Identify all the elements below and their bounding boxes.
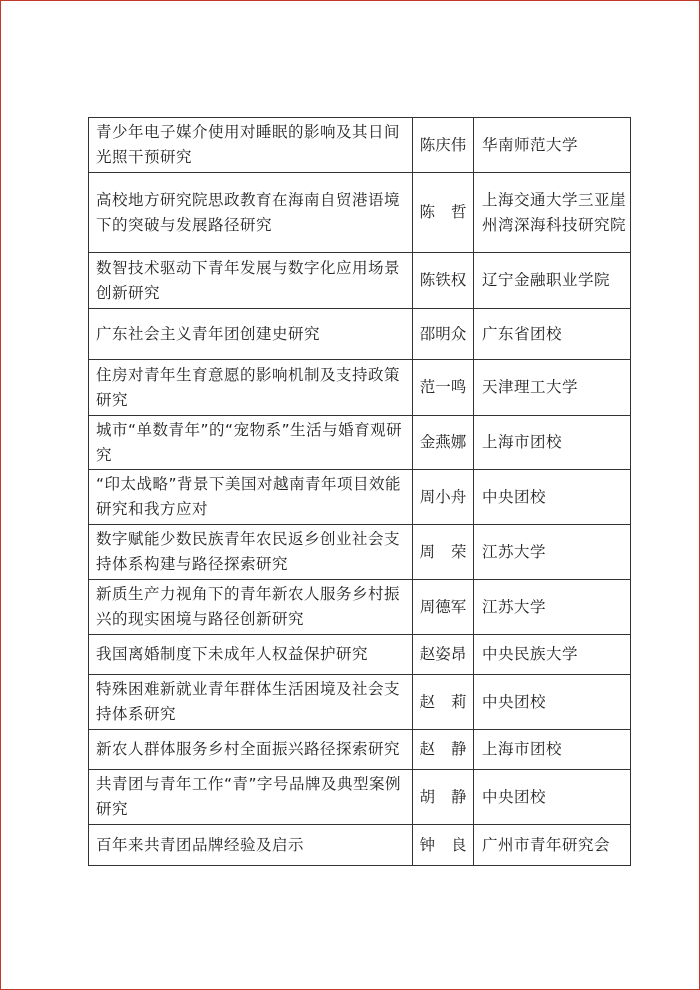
person-cell <box>413 580 474 635</box>
person-name: 周荣 <box>419 542 483 561</box>
person-cell <box>413 730 483 770</box>
person-name: 周德军 <box>419 597 467 616</box>
org-cell: 广州市青年研究会 <box>474 825 631 866</box>
table-row <box>89 635 631 675</box>
topic-cell: 特殊困难新就业青年群体生活困境及社会支持体系研究 <box>89 675 413 730</box>
person-name: 胡静 <box>419 787 483 806</box>
topic-cell: 城市“单数青年”的“宠物系”生活与婚育观研究 <box>89 416 413 470</box>
topic-cell: 广东社会主义青年团创建史研究 <box>89 309 413 360</box>
person-name: 赵姿昂 <box>419 645 467 663</box>
org-cell: 中央团校 <box>474 675 631 730</box>
person-cell <box>413 309 474 360</box>
table-row <box>89 730 631 770</box>
person-cell <box>413 470 474 525</box>
table-row <box>89 360 631 416</box>
person-cell <box>413 416 474 470</box>
org-cell: 江苏大学 <box>474 580 631 635</box>
table-row <box>89 770 631 825</box>
table-row <box>89 416 631 470</box>
org-cell: 天津理工大学 <box>474 360 631 416</box>
person-name: 钟良 <box>419 835 483 854</box>
topic-cell: 新质生产力视角下的青年新农人服务乡村振兴的现实困境与路径创新研究 <box>89 580 413 635</box>
person-name: 金燕娜 <box>419 433 467 451</box>
table-row <box>89 253 631 309</box>
org-cell: 中央团校 <box>474 470 631 525</box>
table-row <box>89 525 631 580</box>
topic-cell: 我国离婚制度下未成年人权益保护研究 <box>89 635 413 675</box>
person-name: 陈铁权 <box>419 271 467 289</box>
org-cell: 广东省团校 <box>474 309 631 360</box>
org-cell: 上海交通大学三亚崖州湾深海科技研究院 <box>474 173 631 253</box>
person-cell <box>413 173 483 253</box>
topic-cell: 住房对青年生育意愿的影响机制及支持政策研究 <box>89 360 413 416</box>
project-table <box>88 117 631 866</box>
person-name: 赵静 <box>419 740 483 758</box>
org-cell: 上海市团校 <box>474 730 631 770</box>
org-cell: 辽宁金融职业学院 <box>474 253 631 309</box>
topic-cell: 数智技术驱动下青年发展与数字化应用场景创新研究 <box>89 253 413 309</box>
topic-cell: 百年来共青团品牌经验及启示 <box>89 825 413 866</box>
table-row <box>89 470 631 525</box>
org-cell: 上海市团校 <box>474 416 631 470</box>
table-row <box>89 675 631 730</box>
person-name: 周小舟 <box>419 487 467 506</box>
person-cell <box>413 635 474 675</box>
person-cell <box>413 253 474 309</box>
topic-cell: 数字赋能少数民族青年农民返乡创业社会支持体系构建与路径探索研究 <box>89 525 413 580</box>
table-body <box>89 118 631 866</box>
person-name: 范一鸣 <box>419 378 467 396</box>
topic-cell: 青少年电子媒介使用对睡眠的影响及其日间光照干预研究 <box>89 118 413 173</box>
topic-cell: 共青团与青年工作“青”字号品牌及典型案例研究 <box>89 770 413 825</box>
person-cell <box>413 675 483 730</box>
person-name: 赵莉 <box>419 692 483 711</box>
org-cell: 华南师范大学 <box>474 118 631 173</box>
person-name: 陈哲 <box>419 203 483 221</box>
topic-cell: “印太战略”背景下美国对越南青年项目效能研究和我方应对 <box>89 470 413 525</box>
person-cell <box>413 825 483 866</box>
table-row <box>89 118 631 173</box>
person-cell <box>413 118 474 173</box>
table-row <box>89 580 631 635</box>
person-cell <box>413 525 483 580</box>
org-cell: 中央民族大学 <box>474 635 631 675</box>
org-cell: 中央团校 <box>474 770 631 825</box>
topic-cell: 高校地方研究院思政教育在海南自贸港语境下的突破与发展路径研究 <box>89 173 413 253</box>
table-row <box>89 825 631 866</box>
person-name: 陈庆伟 <box>419 135 467 154</box>
person-cell <box>413 770 483 825</box>
table-row <box>89 173 631 253</box>
person-name: 邵明众 <box>419 324 467 343</box>
org-cell: 江苏大学 <box>474 525 631 580</box>
topic-cell: 新农人群体服务乡村全面振兴路径探索研究 <box>89 730 413 770</box>
person-cell <box>413 360 474 416</box>
table-row <box>89 309 631 360</box>
